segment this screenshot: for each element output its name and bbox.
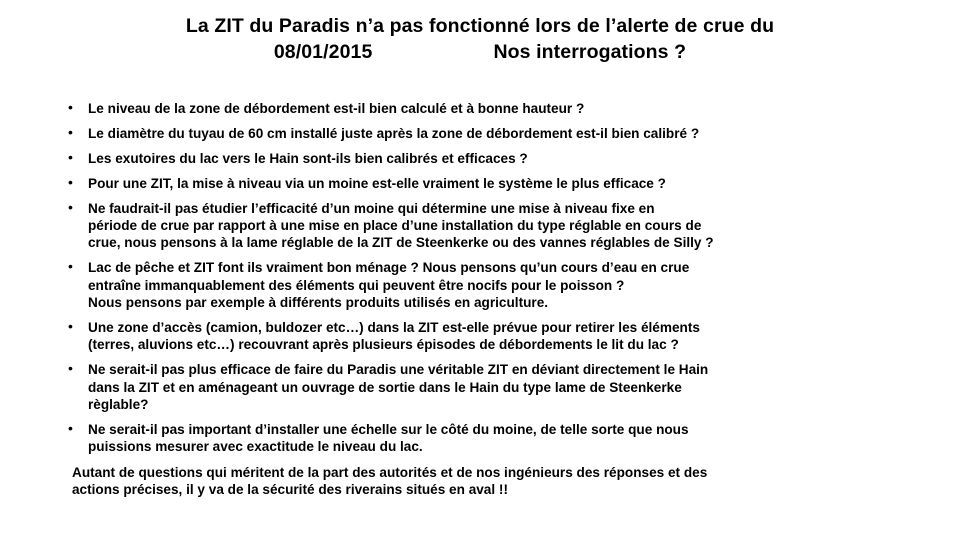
list-item [62,175,902,192]
bullet-icon: • [68,123,73,140]
list-item [62,421,902,456]
list-item-line: règlable? [88,396,149,412]
bullet-icon: • [68,99,73,115]
list-item-line: Ne serait-il pas plus efficace de faire du Paradis une véritable ZIT en déviant directement le Hain [88,362,709,378]
bullet-icon: • [68,419,73,436]
bullet-icon: • [68,258,73,275]
slide-title-question: Nos interrogations ? [493,40,687,63]
list-item-line: (terres, aluvions etc…) recouvrant après plusieurs épisodes de débordements le lit du lac ? [88,337,679,353]
list-item-line: Nous pensons par exemple à différents produits utilisés en agriculture. [88,295,549,311]
bullet-icon: • [68,198,73,215]
list-item [62,259,902,311]
list-item [62,200,902,252]
list-item-line: Ne serait-il pas important d’installer une échelle sur le côté du moine, de telle sorte que nous [88,421,689,437]
slide-title-date: 08/01/2015 [273,40,373,63]
closing-line: actions précises, il y va de la sécurité des riverains situés en aval !! [72,482,508,498]
list-item-line: Ne faudrait-il pas étudier l’efficacité d’un moine qui détermine une mise à niveau fixe en [88,200,655,216]
slide-title-line-1: La ZIT du Paradis n’a pas fonctionné lors de l’alerte de crue du [185,15,775,37]
list-item-line: Les exutoires du lac vers le Hain sont-ils bien calibrés et efficaces ? [88,150,528,166]
bullet-icon: • [68,173,73,190]
list-item-line: Le diamètre du tuyau de 60 cm installé juste après la zone de débordement est-il bien calibré ? [88,125,700,141]
list-item-line: Lac de pêche et ZIT font ils vraiment bon ménage ? Nous pensons qu’un cours d’eau en crue [88,260,690,276]
slide-title [60,14,900,66]
list-item [62,125,902,142]
list-item-line: Le niveau de la zone de débordement est-il bien calculé et à bonne hauteur ? [88,101,585,116]
slide-body [62,100,902,498]
bullet-icon: • [68,317,73,334]
slide-title-line-2 [60,40,900,66]
list-item-line: crue, nous pensons à la lame réglable de la ZIT de Steenkerke ou des vannes réglables de Silly ? [88,235,714,251]
list-item-line: entraîne immanquablement des éléments qui peuvent être nocifs pour le poisson ? [88,277,625,293]
list-item-line: Une zone d’accès (camion, buldozer etc…) dans la ZIT est-elle prévue pour retirer les éléments [88,319,700,335]
bullet-icon: • [68,360,73,377]
list-item [62,150,902,167]
closing-line: Autant de questions qui méritent de la part des autorités et de nos ingénieurs des réponses et des [72,464,708,480]
list-item [62,319,902,354]
list-item [62,361,902,413]
closing-paragraph [62,464,902,499]
bullet-icon: • [68,148,73,165]
list-item-line: puissions mesurer avec exactitude le niveau du lac. [88,439,423,455]
question-list [62,100,902,456]
list-item-line: période de crue par rapport à une mise en place d’une installation du type réglable en cours de [88,217,702,233]
list-item-line: dans la ZIT et en aménageant un ouvrage de sortie dans le Hain du type lame de Steenkerke [88,379,682,395]
list-item [62,100,902,117]
list-item-line: Pour une ZIT, la mise à niveau via un moine est-elle vraiment le système le plus efficace ? [88,175,666,191]
